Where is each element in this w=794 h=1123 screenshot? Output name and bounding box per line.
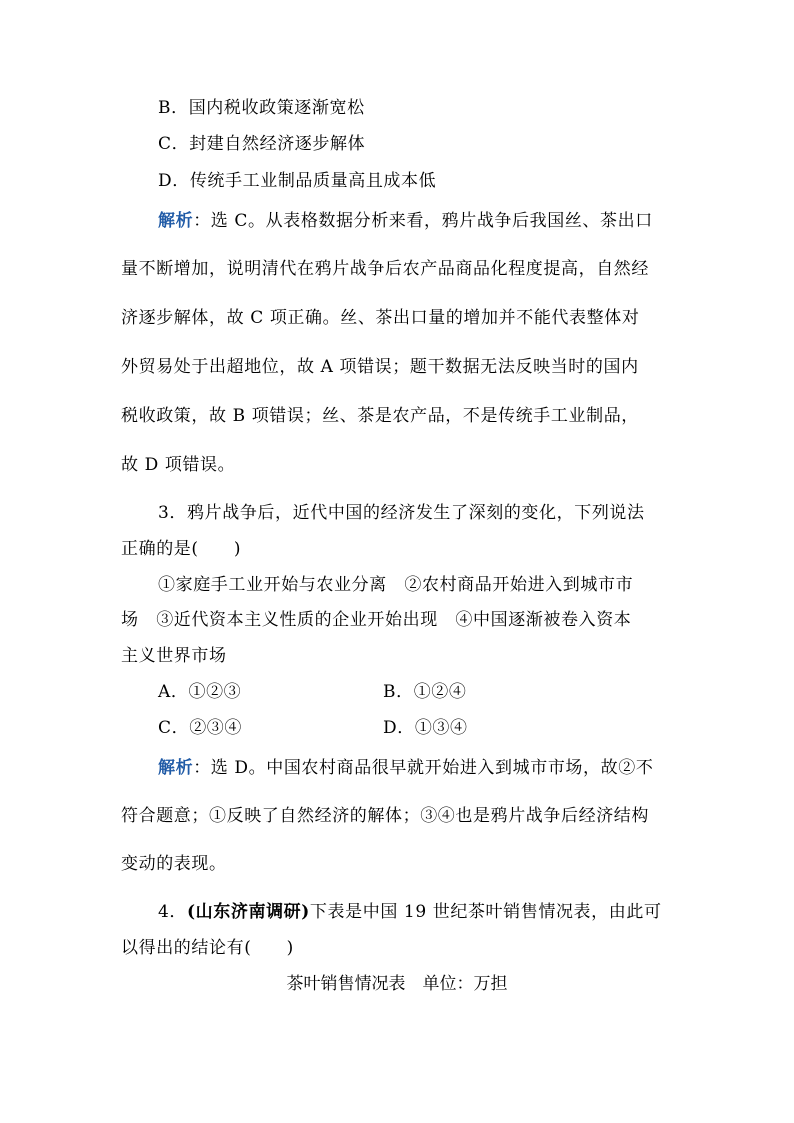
q2-analysis-text-1: ：选 C。从表格数据分析来看，鸦片战争后我国丝、茶出口 (193, 211, 653, 231)
q3-option-c: C．②③④ (158, 718, 243, 738)
q3-analysis-text-1: ：选 D。中国农村商品很早就开始进入到城市市场，故②不 (193, 758, 654, 778)
q2-option-b: B．国内税收政策逐渐宽松 (158, 98, 365, 118)
q2-analysis-label: 解析 (158, 211, 194, 231)
q3-analysis-line-1 (158, 757, 653, 779)
q3-analysis-label: 解析 (158, 758, 194, 778)
q2-analysis-line-2: 量不断增加，说明清代在鸦片战争后农产品商品化程度提高，自然经 (121, 259, 649, 279)
q3-analysis-line-3: 变动的表现。 (121, 854, 227, 874)
q3-option-b: B．①②④ (383, 682, 467, 702)
q3-analysis-line-2: 符合题意；①反映了自然经济的解体；③④也是鸦片战争后经济结构 (121, 806, 649, 826)
q4-stem-text-1: 下表是中国 19 世纪茶叶销售情况表，由此可 (309, 902, 662, 922)
q3-option-d: D．①③④ (383, 718, 468, 738)
q4-source: (山东济南调研) (187, 902, 310, 922)
q3-option-a: A．①②③ (158, 682, 242, 702)
q3-statements-line-2: 场 ③近代资本主义性质的企业开始出现 ④中国逐渐被卷入资本 (121, 610, 632, 630)
q2-analysis-line-4: 外贸易处于出超地位，故 A 项错误；题干数据无法反映当时的国内 (121, 357, 639, 377)
q2-analysis-line-5: 税收政策，故 B 项错误；丝、茶是农产品，不是传统手工业制品， (121, 406, 639, 426)
q4-stem-line-1 (158, 901, 662, 923)
q4-stem-line-2: 以得出的结论有( ) (121, 938, 294, 958)
q3-stem-line-1: 3．鸦片战争后，近代中国的经济发生了深刻的变化，下列说法 (158, 503, 645, 523)
q2-analysis-line-6: 故 D 项错误。 (121, 455, 236, 475)
q3-statements-line-3: 主义世界市场 (121, 646, 227, 666)
q4-table-title: 茶叶销售情况表 单位：万担 (286, 974, 508, 994)
q3-statements-line-1: ①家庭手工业开始与农业分离 ②农村商品开始进入到城市市 (158, 575, 634, 595)
q2-option-c: C．封建自然经济逐步解体 (158, 134, 366, 154)
q2-analysis-line-3: 济逐步解体，故 C 项正确。丝、茶出口量的增加并不能代表整体对 (121, 308, 640, 328)
q2-option-d: D．传统手工业制品质量高且成本低 (158, 171, 437, 191)
q4-number: 4． (158, 902, 188, 922)
q2-analysis-line-1 (158, 210, 653, 232)
q3-stem-line-2: 正确的是( ) (121, 539, 242, 559)
